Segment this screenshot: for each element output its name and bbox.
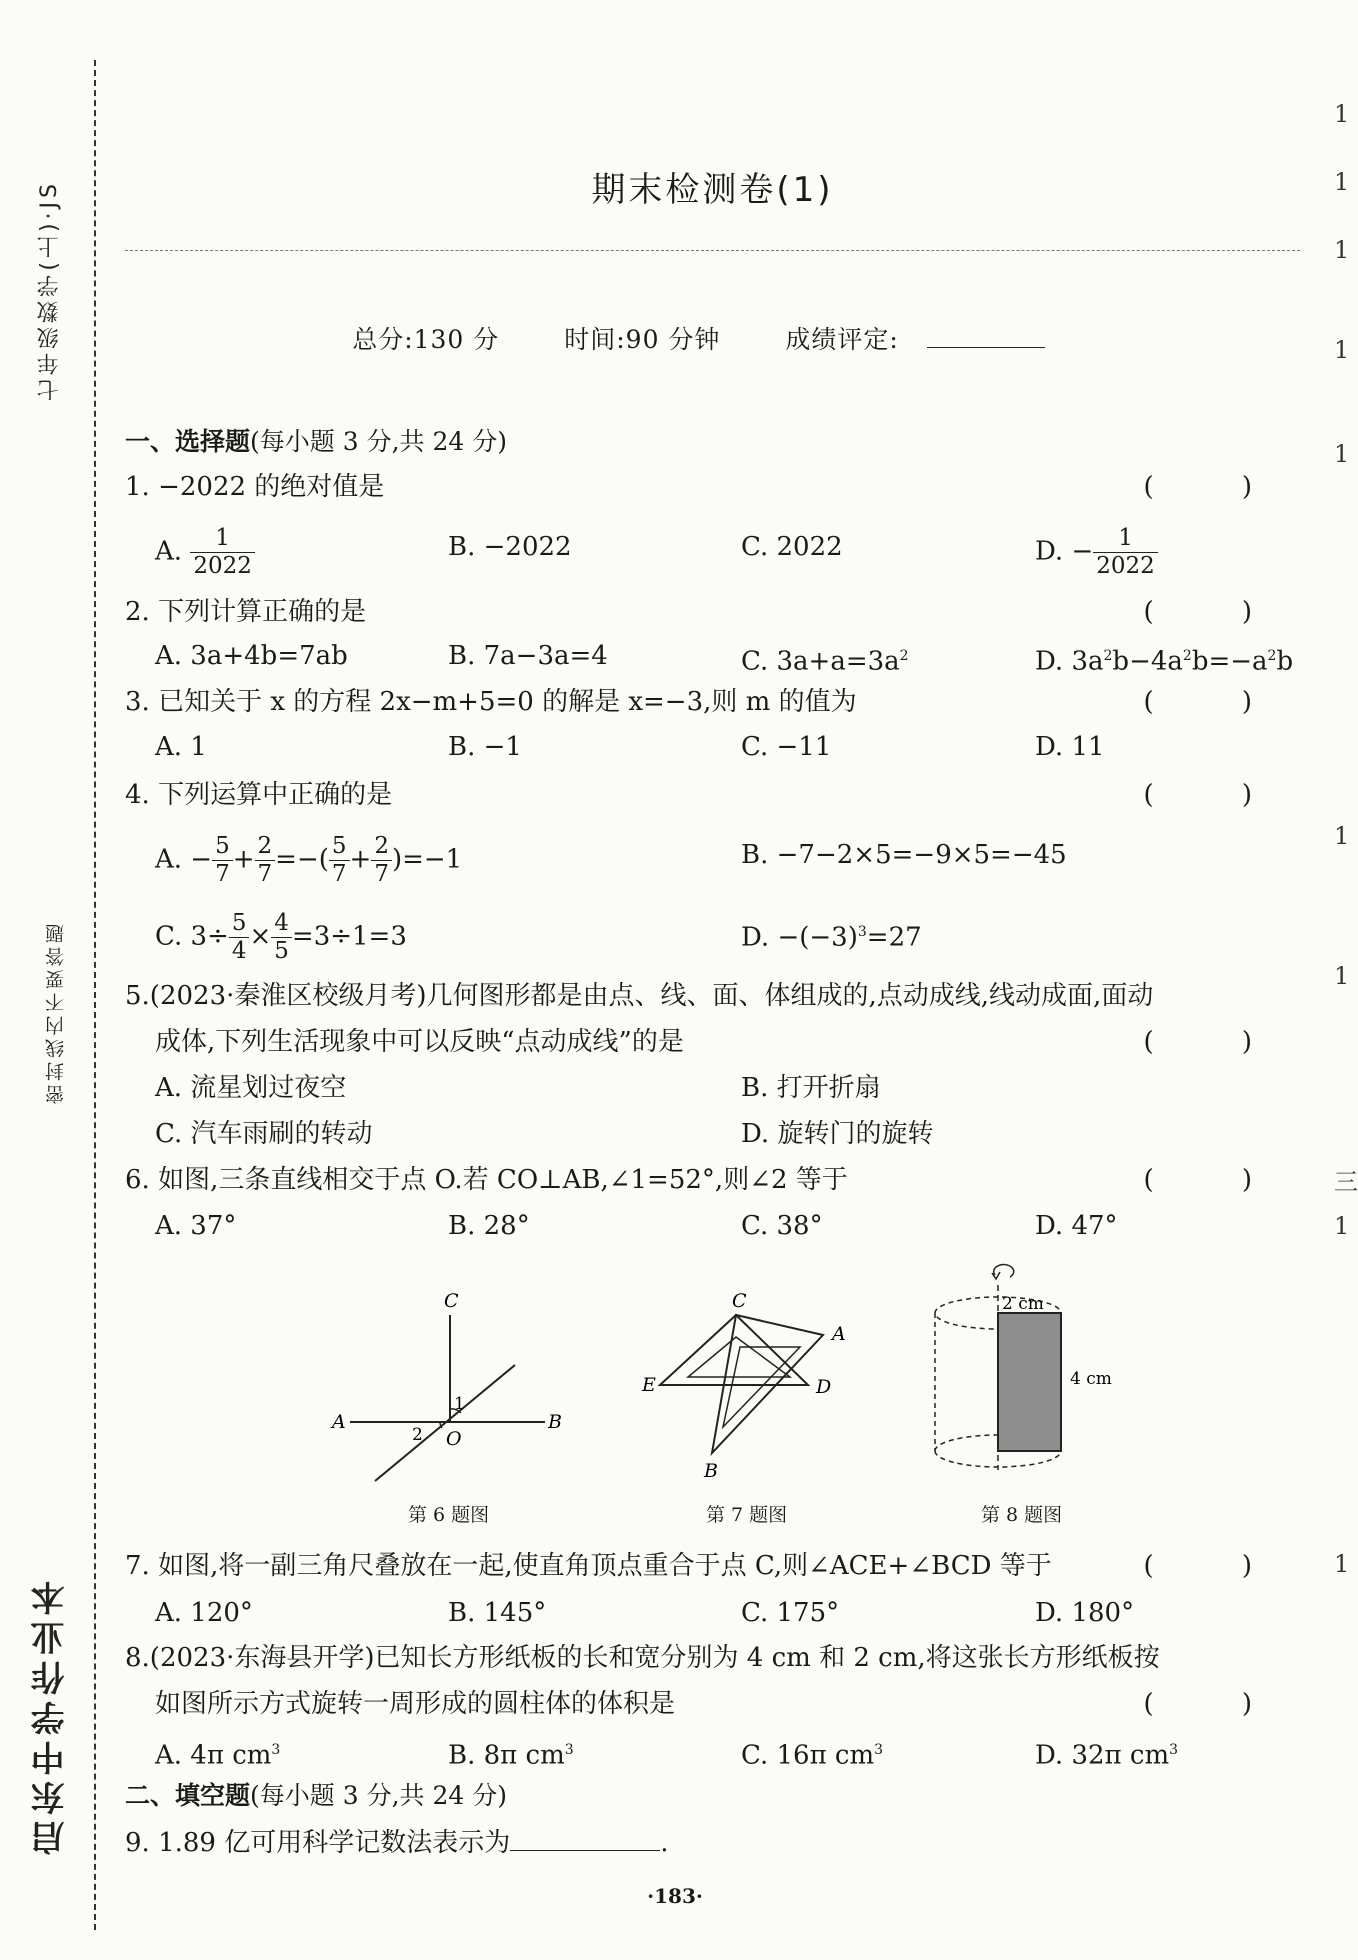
binding-sidebar (0, 0, 100, 1960)
q8-text: 如图所示方式旋转一周形成的圆柱体的体积是 (155, 1689, 676, 1719)
q5-text: 成体,下列生活现象中可以反映“点动成线”的是 (155, 1027, 684, 1057)
q6-options (155, 1206, 1300, 1246)
q2-text: 2. 下列计算正确的是 (125, 597, 367, 627)
q5-stem-2 (155, 1022, 1300, 1062)
edge-char: 1 (1334, 962, 1350, 990)
q2-option-d[interactable]: D. $3a^2b-4a^2b=-a^2b$ (1035, 646, 1294, 677)
section2-title: 二、填空题 (125, 1781, 251, 1810)
figure-6 (320, 1285, 580, 1485)
q7-stem (125, 1546, 1300, 1586)
q2-stem (125, 592, 1300, 632)
seal-warning: 密封线内不要答题 (45, 920, 67, 1104)
q6-option-b[interactable]: B. 28° (448, 1211, 530, 1241)
label-a: A (832, 1323, 846, 1345)
q6-text: 6. 如图,三条直线相交于点 O.若 CO⊥AB,∠1=52°,则∠2 等于 (125, 1165, 848, 1195)
time-limit: 时间:90 分钟 (564, 325, 721, 354)
q1-option-b[interactable]: B. −2022 (448, 532, 572, 562)
label-angle-2: 2 (412, 1425, 423, 1445)
section1-note: (每小题 3 分,共 24 分) (250, 427, 507, 456)
q8-option-d[interactable]: D. 32π $cm^3$ (1035, 1740, 1179, 1771)
label-angle-1: 1 (454, 1394, 465, 1414)
q8-stem-1: 8.(2023·东海县开学)已知长方形纸板的长和宽分别为 4 cm 和 2 cm,将这张长方形纸板按 (125, 1643, 1160, 1673)
q9-text: 9. 1.89 亿可用科学记数法表示为 (125, 1828, 511, 1858)
label-o: O (446, 1428, 462, 1450)
next-page-edge (1330, 0, 1358, 1960)
edge-char: 1 (1334, 440, 1350, 468)
q8-answer-paren[interactable]: ( ) (1143, 1689, 1292, 1719)
q1-option-d[interactable]: D. − $\frac{1}{2022}$ (1035, 527, 1158, 578)
score-row (125, 320, 1300, 356)
ruler-inner-2 (723, 1347, 800, 1427)
q5-stem-1: 5.(2023·秦淮区校级月考)几何图形都是由点、线、面、体组成的,点动成线,线动成面,面动 (125, 981, 1154, 1011)
page-title: 期末检测卷(1) (591, 170, 834, 210)
label-b: B (548, 1411, 562, 1433)
q2-option-b[interactable]: B. 7a−3a=4 (448, 641, 608, 671)
label-e: E (642, 1374, 656, 1396)
edge-char: 1 (1334, 1550, 1350, 1578)
q6-option-a[interactable]: A. 37° (155, 1211, 237, 1241)
section2-heading (125, 1776, 1300, 1816)
q8-option-c[interactable]: C. 16π $cm^3$ (741, 1740, 884, 1771)
q1-options (155, 525, 1300, 579)
q2-answer-paren[interactable]: ( ) (1143, 597, 1292, 627)
q2-option-c[interactable]: C. $3a+a=3a^2$ (741, 646, 909, 677)
label-c: C (444, 1290, 459, 1312)
total-score: 总分:130 分 (352, 325, 500, 354)
q3-answer-paren[interactable]: ( ) (1143, 687, 1292, 717)
q1-option-a[interactable]: A. $\frac{1}{2022}$ (155, 527, 255, 578)
q7-options (155, 1593, 1300, 1633)
q3-text: 3. 已知关于 x 的方程 2x−m+5=0 的解是 x=−3,则 m 的值为 (125, 687, 857, 717)
q3-option-d[interactable]: D. 11 (1035, 732, 1105, 762)
page-number: ·183· (647, 1884, 703, 1908)
q5-option-c[interactable]: C. 汽车雨刷的转动 (155, 1119, 373, 1149)
q6-option-c[interactable]: C. 38° (741, 1211, 823, 1241)
section1-heading (125, 422, 1300, 462)
q1-option-c[interactable]: C. 2022 (741, 532, 843, 562)
q3-options (155, 727, 1300, 767)
q6-stem (125, 1160, 1300, 1200)
q1-text: 1. −2022 的绝对值是 (125, 472, 385, 502)
seal-dashed-line (94, 60, 96, 1930)
figure-8 (920, 1255, 1140, 1485)
q7-text: 7. 如图,将一副三角尺叠放在一起,使直角顶点重合于点 C,则∠ACE+∠BCD 等于 (125, 1551, 1052, 1581)
q4-text: 4. 下列运算中正确的是 (125, 780, 393, 810)
q2-option-a[interactable]: A. 3a+4b=7ab (155, 641, 348, 671)
q5-option-a[interactable]: A. 流星划过夜空 (155, 1073, 347, 1103)
q2-options (155, 636, 1300, 676)
q3-option-b[interactable]: B. −1 (448, 732, 522, 762)
grade-blank[interactable] (927, 325, 1045, 348)
q4-option-d[interactable]: D. $-(-3)^3=27$ (741, 922, 922, 953)
q1-stem (125, 467, 1300, 507)
edge-char: 1 (1334, 822, 1350, 850)
edge-char: 1 (1334, 1212, 1350, 1240)
q7-option-b[interactable]: B. 145° (448, 1598, 547, 1628)
q6-option-d[interactable]: D. 47° (1035, 1211, 1118, 1241)
q3-option-a[interactable]: A. 1 (155, 732, 207, 762)
q1-answer-paren[interactable]: ( ) (1143, 472, 1292, 502)
edge-char: 1 (1334, 336, 1350, 364)
q9-answer-blank[interactable] (510, 1826, 660, 1851)
label-a: A (332, 1411, 346, 1433)
edge-char: 1 (1334, 100, 1350, 128)
q4-options-row2 (155, 910, 1300, 964)
q5-options-row1 (155, 1068, 1300, 1108)
q7-option-a[interactable]: A. 120° (155, 1598, 253, 1628)
q9-period: . (660, 1828, 669, 1858)
edge-char: 三 (1334, 1168, 1358, 1196)
section1-title: 一、选择题 (125, 427, 251, 456)
q5-answer-paren[interactable]: ( ) (1143, 1027, 1292, 1057)
q6-answer-paren[interactable]: ( ) (1143, 1165, 1292, 1195)
q7-answer-paren[interactable]: ( ) (1143, 1551, 1292, 1581)
q5-option-b[interactable]: B. 打开折扇 (741, 1073, 881, 1103)
q3-option-c[interactable]: C. −11 (741, 732, 832, 762)
figure-6-caption: 第 6 题图 (408, 1504, 490, 1526)
q4-option-b[interactable]: B. −7−2×5=−9×5=−45 (741, 840, 1067, 870)
title-divider (125, 250, 1300, 251)
label-b: B (704, 1460, 718, 1482)
q8-option-a[interactable]: A. 4π $cm^3$ (155, 1740, 281, 1771)
edge-char: 1 (1334, 168, 1350, 196)
q7-option-c[interactable]: C. 175° (741, 1598, 840, 1628)
q4-stem (125, 775, 1300, 815)
cylinder-bottom-back (935, 1435, 998, 1451)
q7-option-d[interactable]: D. 180° (1035, 1598, 1135, 1628)
q8-option-b[interactable]: B. 8π $cm^3$ (448, 1740, 574, 1771)
height-label: 4 cm (1070, 1369, 1112, 1389)
q9-stem (125, 1823, 1300, 1863)
q4-option-c[interactable]: C. 3÷ $\frac{5}{4}$ × $\frac{4}{5}$ =3÷1=3 (155, 910, 407, 964)
figure-7-caption: 第 7 题图 (706, 1504, 788, 1526)
q4-option-a[interactable]: A. − $\frac{5}{7}$ + $\frac{2}{7}$ =−( $\frac{5}{7}$ + $\frac{2}{7}$ )=−1 (155, 833, 463, 887)
book-label: 七年级数学(上)·JS (37, 180, 62, 401)
label-c: C (732, 1290, 747, 1312)
school-name: 启东中学作业本 (31, 1575, 71, 1855)
grade-field (785, 325, 1072, 354)
figure-8-caption: 第 8 题图 (981, 1504, 1063, 1526)
q4-options-row1 (155, 833, 1300, 887)
label-d: D (816, 1376, 832, 1398)
figure-7 (640, 1285, 870, 1490)
q8-stem-2 (155, 1684, 1300, 1724)
ruler-inner-1 (688, 1337, 790, 1377)
q8-options (155, 1730, 1300, 1770)
q5-option-d[interactable]: D. 旋转门的旋转 (741, 1119, 934, 1149)
rotating-rectangle (998, 1313, 1061, 1451)
width-label: 2 cm (1002, 1294, 1044, 1314)
q4-answer-paren[interactable]: ( ) (1143, 780, 1292, 810)
q5-options-row2 (155, 1114, 1300, 1154)
edge-char: 1 (1334, 236, 1350, 264)
rotation-arrow-icon (994, 1265, 1014, 1277)
q3-stem (125, 682, 1300, 722)
grade-label: 成绩评定: (785, 325, 899, 354)
section2-note: (每小题 3 分,共 24 分) (250, 1781, 507, 1810)
